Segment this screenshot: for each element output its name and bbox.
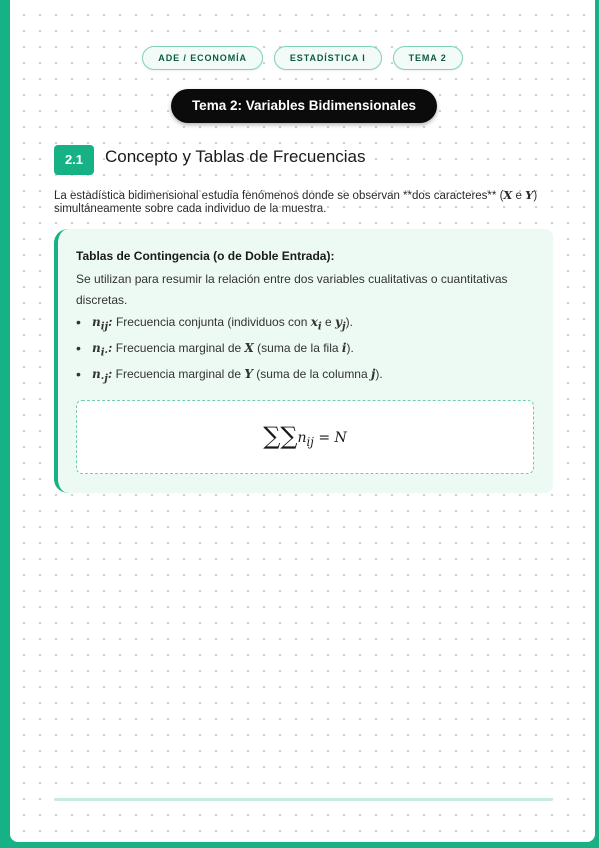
formula-box: [76, 400, 534, 474]
bullet-icon: •: [76, 339, 81, 356]
tag-ade-economia: ADE / ECONOMÍA: [142, 46, 263, 70]
symbol-n-j: $n_{\cdot j}$:: [92, 366, 113, 385]
section-title: Concepto y Tablas de Frecuencias: [105, 147, 366, 166]
bullet-icon: •: [76, 365, 81, 382]
formula-n: $n_{ij}$: [297, 429, 314, 449]
intro-text-b: e: [512, 190, 526, 202]
card-title: Tablas de Contingencia (o de Doble Entrada):: [76, 249, 335, 263]
footer-divider: [54, 798, 553, 801]
symbol-n-i: $n_{i\cdot}$:: [92, 340, 113, 359]
section-heading: [54, 145, 366, 175]
intro-paragraph: [54, 189, 554, 216]
frequency-list: [76, 312, 539, 390]
list-item-marginal-x: • $n_{i\cdot}$: Frecuencia marginal de X (suma de la fila i).: [76, 339, 354, 359]
contingency-card: [54, 229, 553, 493]
list-item-joint: • $n_{ij}$: Frecuencia conjunta (individuos con $x_i$ e $y_j$).: [76, 314, 353, 333]
header-tags: [10, 46, 595, 70]
formula-rhs: = N: [313, 429, 347, 446]
double-sum-symbol: ∑∑: [263, 421, 298, 450]
section-number-badge: 2.1: [54, 145, 94, 175]
card-description: Se utilizan para resumir la relación entre dos variables cualitativas o cuantitativas discretas.: [76, 272, 508, 307]
worksheet-page: [10, 0, 595, 842]
intro-text-a: La estadística bidimensional estudia fenómenos donde se observan **dos caracteres** (: [54, 190, 504, 202]
list-item-marginal-y: • $n_{\cdot j}$: Frecuencia marginal de Y (suma de la columna j).: [76, 365, 383, 385]
intro-text-c: ) simultáneamente sobre cada individuo de la muestra.: [54, 190, 538, 215]
tag-estadistica: ESTADÍSTICA I: [274, 46, 382, 70]
tag-tema: TEMA 2: [393, 46, 463, 70]
var-y: Y: [525, 188, 534, 202]
bullet-icon: •: [76, 314, 81, 330]
page-title: Tema 2: Variables Bidimensionales: [171, 89, 437, 123]
symbol-n-ij: $n_{ij}$:: [92, 315, 113, 333]
var-x: X: [503, 188, 513, 202]
